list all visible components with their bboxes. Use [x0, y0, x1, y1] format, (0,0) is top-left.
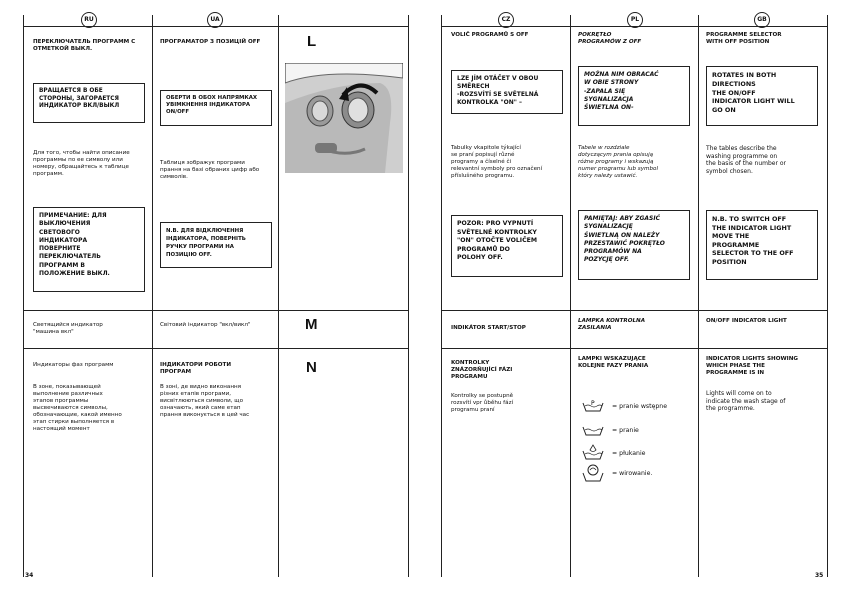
spin-icon — [582, 464, 604, 482]
ru-box-rotates — [33, 83, 145, 123]
cz-box-note — [451, 215, 563, 277]
svg-text:P: P — [591, 400, 595, 407]
ua-m-text: Світовий індикатор "вкл/викл" — [160, 322, 251, 328]
pl-box-note — [578, 210, 690, 280]
right-page-border — [441, 15, 442, 577]
section-letter-l: L — [307, 33, 317, 50]
page-number-left: 34 — [25, 572, 34, 579]
pl-m-text: LAMPKA KONTROLNA ZASILANIA — [578, 318, 646, 331]
left-page-right-border — [408, 15, 409, 577]
flag-ru-icon: RU — [81, 12, 97, 28]
flag-gb-icon: GB — [754, 12, 770, 28]
flag-pl-icon: PL — [627, 12, 643, 28]
pl-box-rotates — [578, 66, 690, 126]
ru-paragraph: Для того, чтобы найти описание программы по ее символу или номеру, обращайтесь к таблице программ. — [33, 150, 130, 177]
gb-box-note-text: N.B. TO SWITCH OFF THE INDICATOR LIGHT MOVE THE PROGRAMME SELECTOR TO THE OFF POSITION — [712, 215, 794, 266]
right-page-right-border — [827, 15, 828, 577]
column-divider — [570, 15, 571, 577]
wash-label-prewash: = pranie wstępne — [612, 403, 668, 410]
ua-box-note-text: N.B. ДЛЯ ВІДКЛЮЧЕННЯ ІНДИКАТОРА, ПОВЕРНІТЬ РУЧКУ ПРОГРАМИ НА ПОЗИЦІЮ OFF. — [166, 228, 246, 258]
pl-heading: POKRĘTŁO PROGRAMÓW Z OFF — [578, 32, 642, 45]
cz-box-rotates — [451, 70, 563, 114]
cz-heading: VOLIČ PROGRAMŮ S OFF — [451, 32, 529, 38]
ua-box-rotates — [160, 90, 272, 126]
ua-n-heading: ІНДИКАТОРИ РОБОТИ ПРОГРАМ — [160, 362, 231, 375]
ru-box-note — [33, 207, 145, 292]
section-rule — [23, 310, 409, 311]
pl-box-note-text: PAMIĘTAJ: ABY ZGASIĆ SYGNALIZACJĘ ŚWIETLNĄ ON NALEŻY PRZESTAWIĆ POKRĘTŁO PROGRAMÓW NA POZYCJĘ OFF. — [584, 215, 665, 264]
flag-cz-icon: CZ — [498, 12, 514, 28]
cz-m-text: INDIKÁTOR START/STOP — [451, 325, 526, 331]
gb-heading: PROGRAMME SELECTOR WITH OFF POSITION — [706, 32, 782, 45]
wash-label-wash: = pranie — [612, 427, 639, 434]
prewash-icon — [582, 400, 604, 412]
column-divider — [152, 15, 153, 577]
column-divider — [278, 15, 279, 577]
gb-box-rotates-text: ROTATES IN BOTH DIRECTIONS THE ON/OFF INDICATOR LIGHT WILL GO ON — [712, 71, 795, 115]
gb-m-text: ON/OFF INDICATOR LIGHT — [706, 318, 787, 324]
gb-paragraph: The tables describe the washing programme on the basis of the number or symbol chosen. — [706, 145, 786, 175]
gb-n-paragraph: Lights will come on to indicate the wash stage of the programme. — [706, 390, 786, 413]
cz-paragraph: Tabulky vkapitole týkající se praní popisují různé programy a číselné či relevantní symboly pro označení příslušného programu. — [451, 145, 543, 179]
flag-ua-icon: UA — [207, 12, 223, 28]
ru-m-text: Светящийся индикатор "машина вкл" — [33, 322, 103, 335]
section-rule — [23, 348, 409, 349]
cz-n-heading: KONTROLKY ZNÁZORŇUJÍCÍ FÁZI PROGRAMU — [451, 360, 513, 380]
pl-box-rotates-text: MOŻNA NIM OBRACAĆ W OBIE STRONY -ZAPALA SIĘ SYGNALIZACJA ŚWIETLNA ON- — [584, 71, 659, 112]
wash-icon — [582, 424, 604, 436]
rinse-icon — [582, 444, 604, 460]
section-rule — [441, 348, 828, 349]
cz-box-note-text: POZOR: PRO VYPNUTÍ SVĚTELNÉ KONTROLKY "ON" OTOČTE VOLIČEM PROGRAMŮ DO POLOHY OFF. — [457, 220, 538, 262]
column-divider — [698, 15, 699, 577]
programme-knob-illustration — [285, 63, 403, 173]
cz-box-rotates-text: LZE JÍM OTÁČET V OBOU SMĚRECH -ROZSVÍTÍ SE SVĚTELNÁ KONTROLKA "ON" – — [457, 75, 539, 106]
left-page-border — [23, 15, 24, 577]
pl-paragraph: Tabele w rozdziale dotyczącym prania opisują różne programy i wskazują numer programu lub symbol który należy ustawić. — [578, 145, 659, 179]
wash-label-rinse: = płukanie — [612, 450, 646, 457]
ua-heading: ПРОГРАМАТОР З ПОЗИЦІЙ OFF — [160, 39, 261, 45]
cz-n-paragraph: Kontrolky se postupně rozsvítí vpr ůběhu fází programu praní — [451, 393, 514, 413]
ru-box-note-text: ПРИМЕЧАНИЕ: ДЛЯ ВЫКЛЮЧЕНИЯ СВЕТОВОГО ИНДИКАТОРА ПОВЕРНИТЕ ПЕРЕКЛЮЧАТЕЛЬ ПРОГРАММ В ПОЛОЖЕНИЕ ВЫКЛ. — [39, 212, 110, 278]
ua-box-note — [160, 222, 272, 268]
page-number-right: 35 — [815, 572, 824, 579]
ua-box-rotates-text: ОБЕРТИ В ОБОХ НАПРЯМКАХ УВІМКНЕННЯ ІНДИКАТОРА ON/OFF — [166, 95, 258, 116]
gb-n-heading: INDICATOR LIGHTS SHOWING WHICH PHASE THE PROGRAMME IS IN — [706, 356, 799, 376]
section-letter-n: N — [306, 359, 317, 376]
ua-n-paragraph: В зоні, де видно виконання різних етапів програми, висвітлюються символи, що означають, який саме етап прання виконується в цей час — [160, 384, 250, 418]
section-rule — [441, 310, 828, 311]
ua-paragraph: Таблиця зображує програми прання на базі обраних цифр або символів. — [160, 160, 260, 180]
ru-n-paragraph: В зоне, показывающей выполнение различных этапов программы высвечиваются символы, обозначающие, какой именно этап стирки выполняется в настоящий момент — [33, 384, 122, 432]
pl-n-heading: LAMPKI WSKAZUJĄCE KOLEJNE FAZY PRANIA — [578, 356, 649, 369]
ru-box-rotates-text: ВРАЩАЕТСЯ В ОБЕ СТОРОНЫ, ЗАГОРАЕТСЯ ИНДИКАТОР ВКЛ/ВЫКЛ — [39, 88, 120, 109]
ru-n-heading: Индикаторы фаз программ — [33, 362, 114, 368]
wash-label-spin: = wirowanie. — [612, 470, 653, 477]
gb-box-note — [706, 210, 818, 280]
section-letter-m: M — [305, 316, 318, 333]
gb-box-rotates — [706, 66, 818, 126]
ru-heading: ПЕРЕКЛЮЧАТЕЛЬ ПРОГРАММ С ОТМЕТКОЙ ВЫКЛ. — [33, 39, 136, 52]
